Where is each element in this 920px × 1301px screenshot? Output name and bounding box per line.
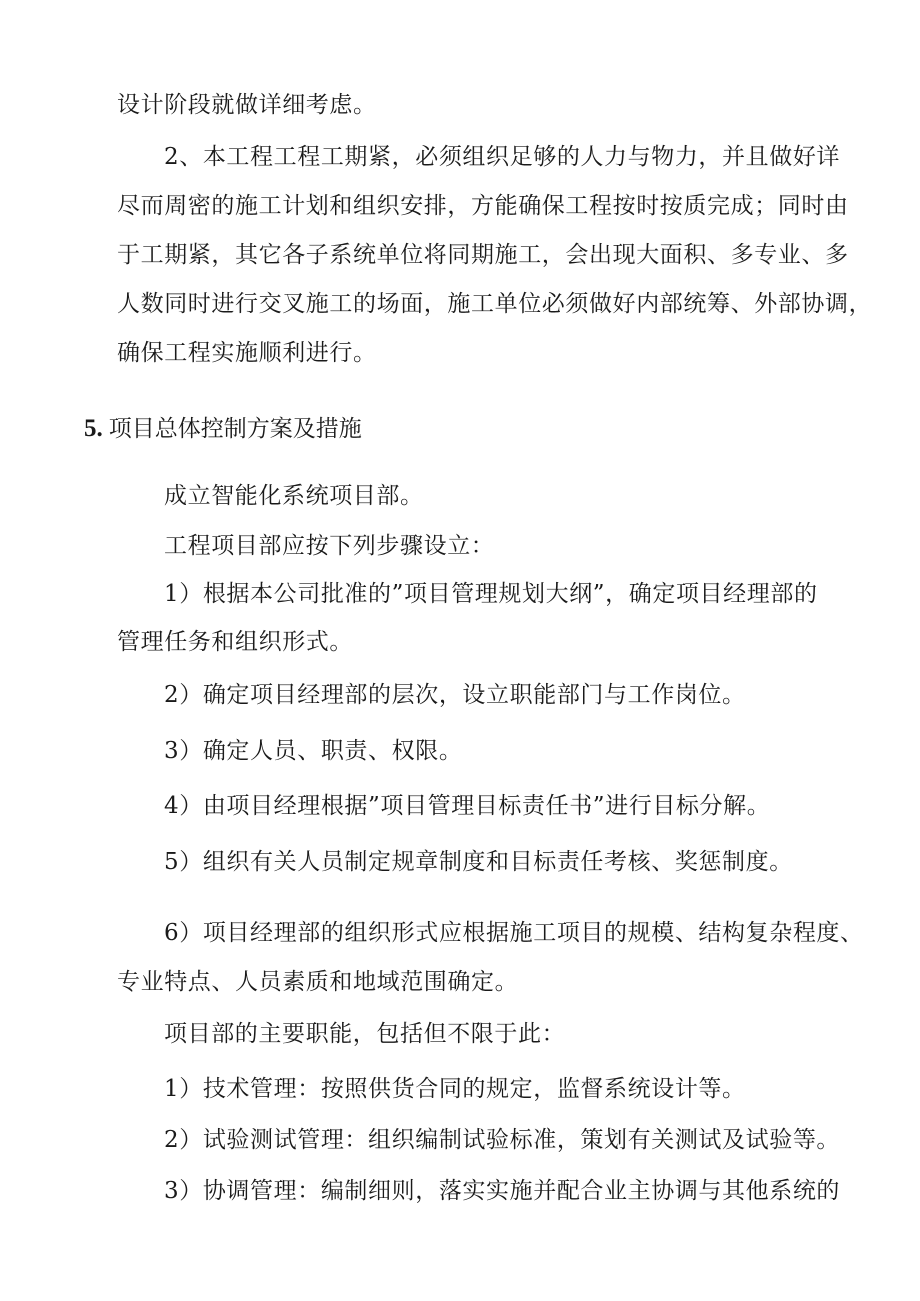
paragraph-line: 2）试验测试管理：组织编制试验标准，策划有关测试及试验等。 bbox=[164, 1127, 841, 1153]
paragraph-line: 2）确定项目经理部的层次，设立职能部门与工作岗位。 bbox=[164, 682, 746, 708]
paragraph-line: 确保工程实施顺利进行。 bbox=[117, 340, 377, 366]
paragraph-line: 尽而周密的施工计划和组织安排，方能确保工程按时按质完成；同时由 bbox=[117, 193, 849, 219]
paragraph-line: 专业特点、人员素质和地域范围确定。 bbox=[117, 969, 519, 995]
paragraph-line: 6）项目经理部的组织形式应根据施工项目的规模、结构复杂程度、 bbox=[164, 920, 864, 946]
paragraph-line: 于工期紧，其它各子系统单位将同期施工，会出现大面积、多专业、多 bbox=[117, 242, 849, 268]
paragraph-line: 工程项目部应按下列步骤设立： bbox=[164, 533, 495, 559]
paragraph-line: 项目部的主要职能，包括但不限于此： bbox=[164, 1021, 566, 1047]
paragraph-line: 2、本工程工程工期紧，必须组织足够的人力与物力，并且做好详 bbox=[164, 144, 841, 170]
paragraph-line: 4）由项目经理根据”项目管理目标责任书”进行目标分解。 bbox=[164, 793, 771, 819]
paragraph-line: 5）组织有关人员制定规章制度和目标责任考核、奖惩制度。 bbox=[164, 849, 793, 875]
paragraph-line: 1）技术管理：按照供货合同的规定，监督系统设计等。 bbox=[164, 1076, 746, 1102]
paragraph-line: 3）协调管理：编制细则，落实实施并配合业主协调与其他系统的 bbox=[164, 1178, 841, 1204]
paragraph-line: 3）确定人员、职责、权限。 bbox=[164, 738, 463, 764]
paragraph-line: 成立智能化系统项目部。 bbox=[164, 483, 424, 509]
paragraph-line: 管理任务和组织形式。 bbox=[117, 629, 353, 655]
paragraph-line: 设计阶段就做详细考虑。 bbox=[117, 92, 377, 118]
section-number: 5. bbox=[84, 415, 103, 442]
section-heading bbox=[84, 413, 362, 445]
paragraph-line: 1）根据本公司批准的”项目管理规划大纲”，确定项目经理部的 bbox=[164, 581, 818, 607]
section-title: 项目总体控制方案及措施 bbox=[108, 416, 362, 442]
paragraph-line: 人数同时进行交叉施工的场面，施工单位必须做好内部统筹、外部协调， bbox=[117, 291, 873, 317]
